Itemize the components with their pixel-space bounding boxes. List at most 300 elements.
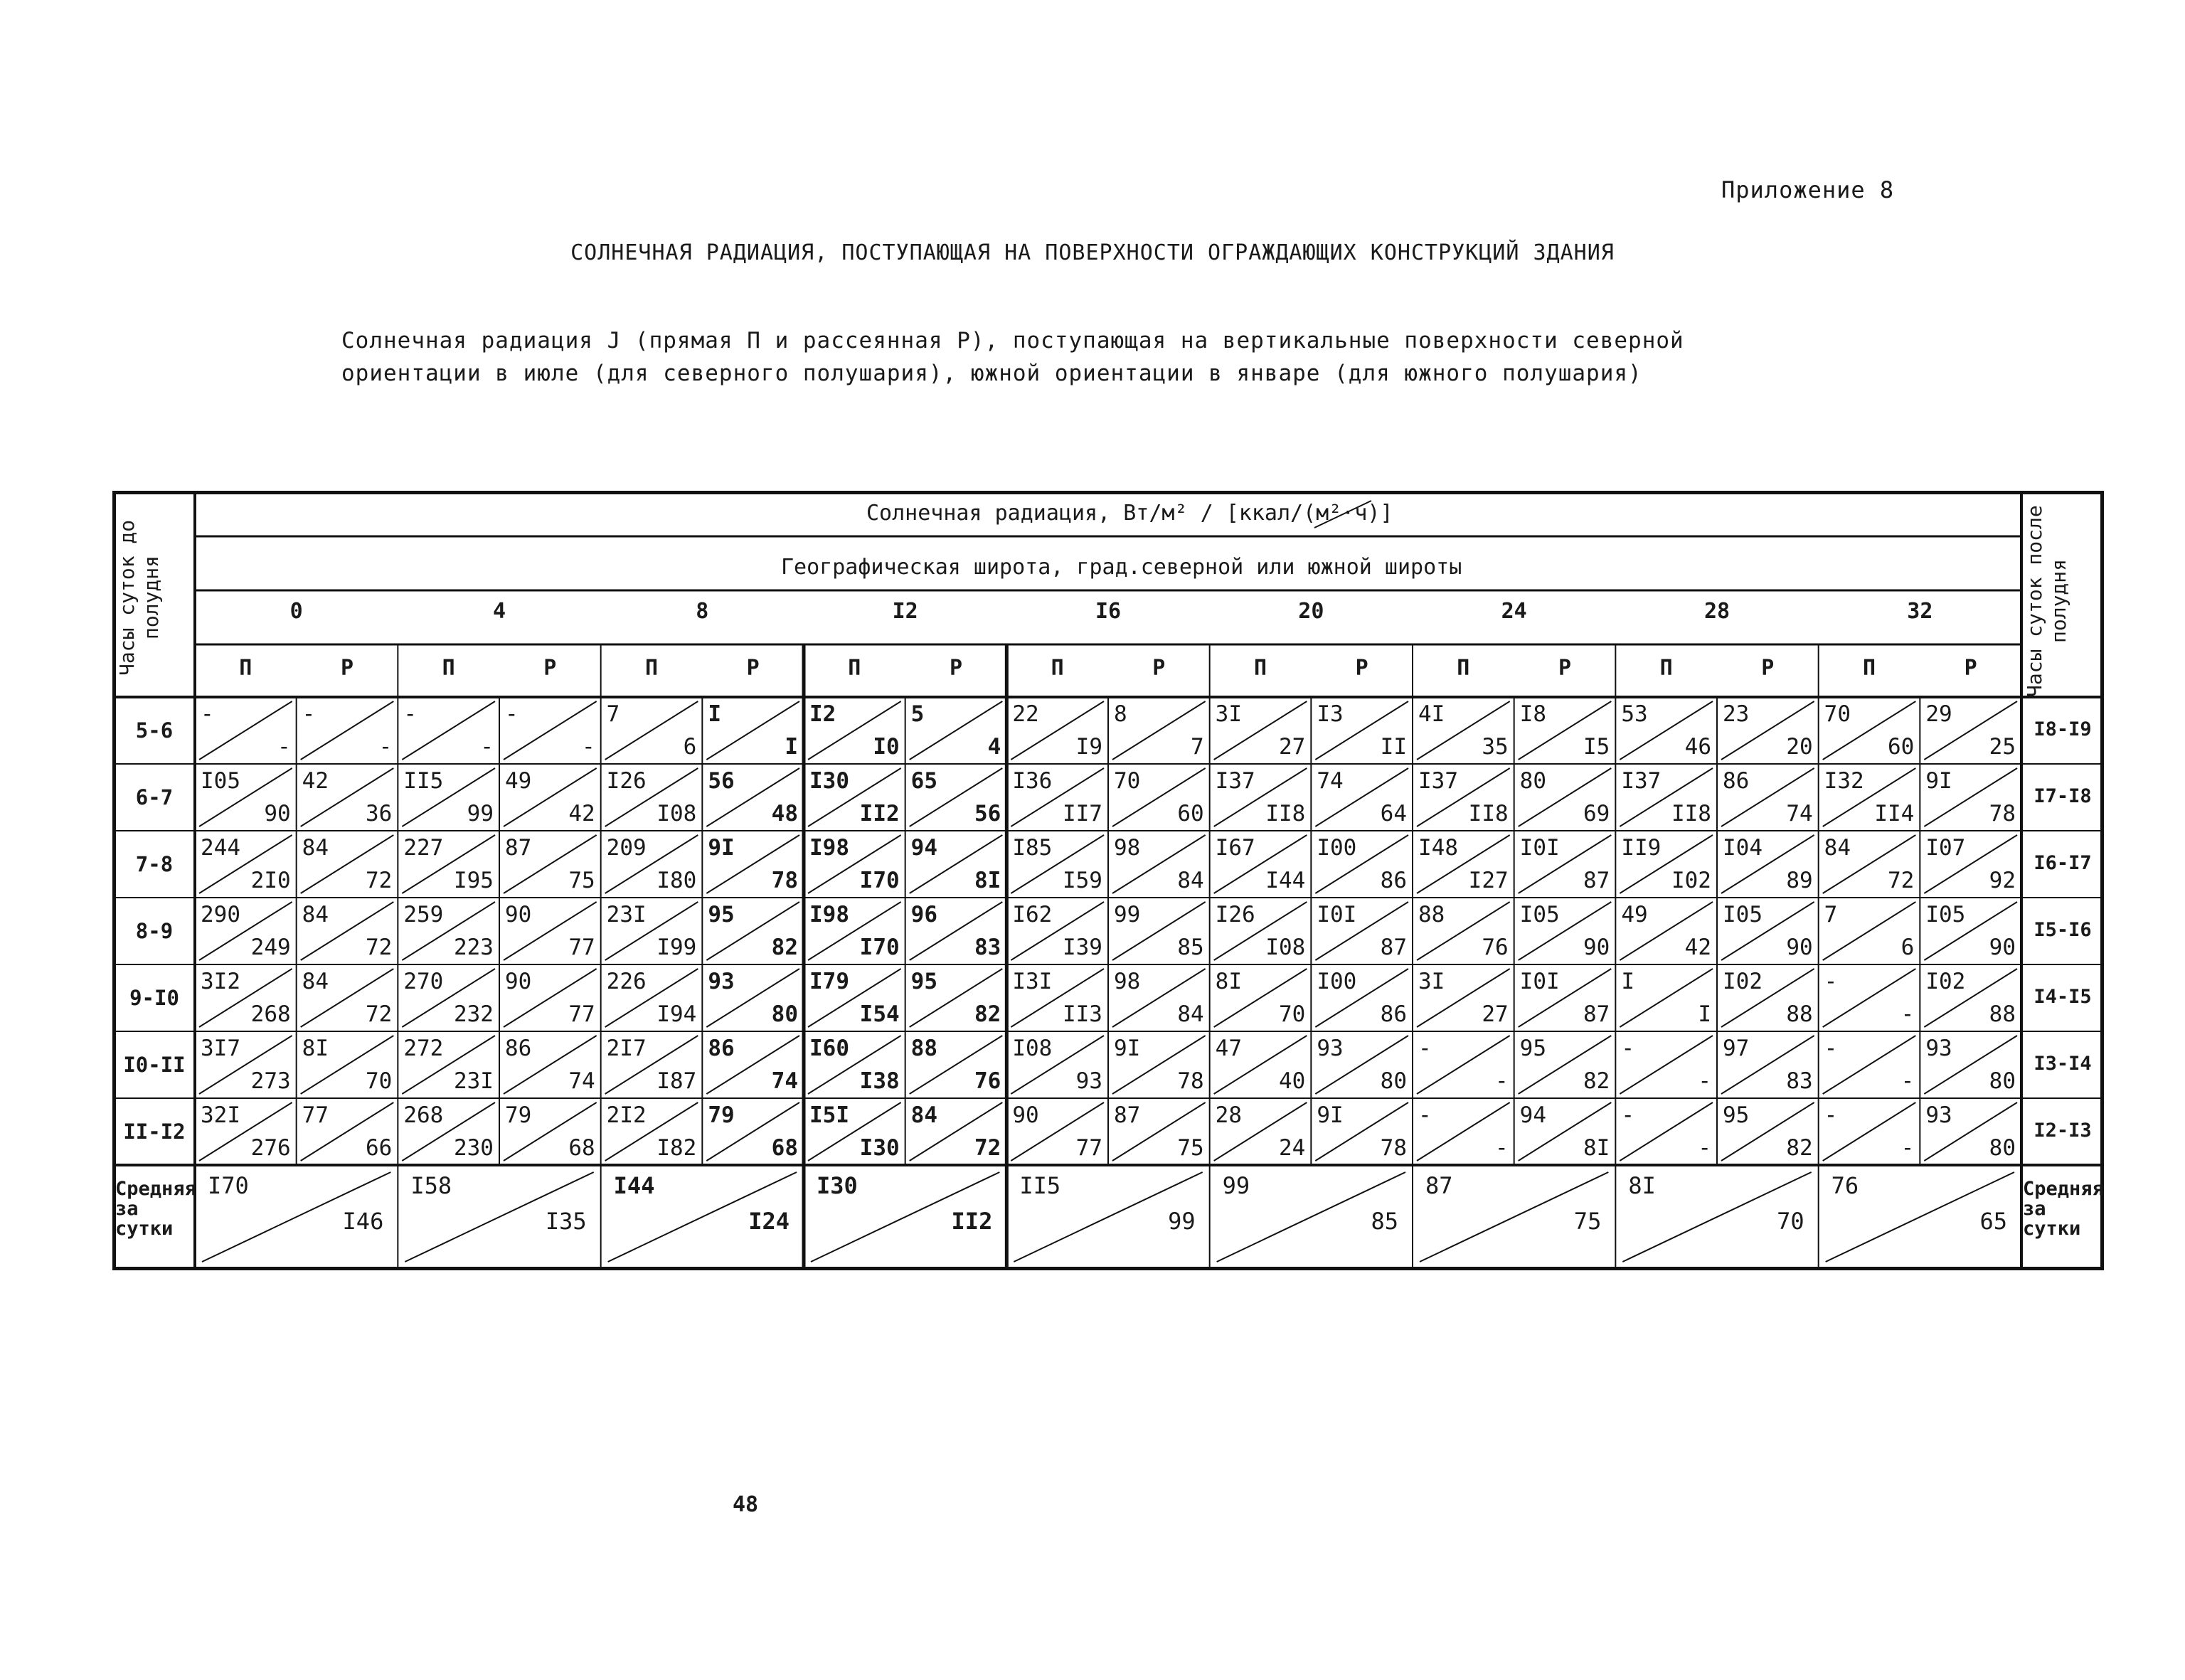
cell-value-wm2: 84 — [302, 902, 329, 927]
cell-value-wm2: 86 — [708, 1036, 735, 1061]
document-title: СОЛНЕЧНАЯ РАДИАЦИЯ, ПОСТУПАЮЩАЯ НА ПОВЕРХНОСТИ ОГРАЖДАЮЩИХ КОНСТРУКЦИЙ ЗДАНИЯ — [570, 240, 1615, 265]
hour-after-label: I6-I7 — [2034, 852, 2092, 874]
cell-value-wm2: 244 — [201, 835, 240, 861]
cell-value-kcal: I02 — [1671, 868, 1711, 893]
cell-value-kcal: 66 — [365, 1135, 393, 1161]
cell-value-kcal: 92 — [1989, 868, 2016, 893]
cell-value-kcal: I — [1698, 1001, 1711, 1027]
cell-value-kcal: I5 — [1583, 734, 1610, 760]
subcol-label-r: Р — [1152, 656, 1166, 681]
cell-value-wm2: 93 — [1925, 1036, 1952, 1061]
avg-value-wm2: 87 — [1425, 1172, 1453, 1199]
latitude-label: 0 — [289, 599, 303, 624]
cell-value-wm2: 70 — [1114, 768, 1141, 794]
cell-value-wm2: 90 — [505, 902, 532, 927]
cell-value-kcal: 82 — [1786, 1135, 1813, 1161]
cell-value-wm2: - — [1418, 1102, 1432, 1128]
cell-value-wm2: 79 — [505, 1102, 532, 1128]
cell-value-kcal: I08 — [1265, 935, 1306, 960]
cell-value-kcal: 6 — [683, 734, 697, 760]
cell-value-wm2: - — [1824, 1102, 1838, 1128]
cell-value-wm2: I04 — [1723, 835, 1763, 861]
cell-value-kcal: II4 — [1874, 801, 1915, 826]
cell-value-wm2: - — [302, 701, 316, 727]
cell-value-wm2: I0I — [1519, 835, 1560, 861]
avg-value-kcal: 75 — [1573, 1208, 1602, 1235]
cell-value-wm2: - — [505, 701, 519, 727]
hour-after-label: I4-I5 — [2034, 986, 2092, 1008]
cell-value-wm2: 93 — [708, 969, 735, 994]
page-number: 48 — [733, 1492, 759, 1517]
cell-value-wm2: I85 — [1012, 835, 1053, 861]
cell-value-wm2: 56 — [708, 768, 735, 794]
cell-value-kcal: II8 — [1671, 801, 1711, 826]
cell-value-kcal: II2 — [859, 801, 900, 826]
cell-value-wm2: 99 — [1114, 902, 1141, 927]
subcol-label-r: Р — [543, 656, 557, 681]
cell-value-wm2: 98 — [1114, 835, 1141, 861]
cell-value-wm2: 3I — [1215, 701, 1242, 727]
cell-value-wm2: I60 — [809, 1036, 849, 1061]
cell-value-kcal: I70 — [859, 868, 900, 893]
cell-value-wm2: 8I — [1215, 969, 1242, 994]
cell-value-kcal: 88 — [1989, 1001, 2016, 1027]
cell-value-wm2: I02 — [1925, 969, 1966, 994]
subcol-label-p: П — [1253, 656, 1267, 681]
cell-value-kcal: 8I — [974, 868, 1001, 893]
cell-value-wm2: 272 — [403, 1036, 444, 1061]
cell-value-wm2: - — [1621, 1036, 1634, 1061]
cell-value-wm2: 270 — [403, 969, 444, 994]
cell-value-kcal: 90 — [264, 801, 291, 826]
units-header: Солнечная радиация, Вт/м² / [ккал/(м²·ч)] — [866, 501, 1393, 526]
hour-before-label: I0-II — [123, 1053, 186, 1077]
hour-before-label: 5-6 — [135, 718, 174, 743]
intro-paragraph — [341, 324, 2048, 390]
cell-value-wm2: 9I — [1114, 1036, 1141, 1061]
cell-value-kcal: 74 — [771, 1068, 798, 1094]
cell-value-wm2: 93 — [1925, 1102, 1952, 1128]
left-column-header: Часы суток до полудня — [115, 519, 163, 676]
latitude-header: Географическая широта, град.северной или южной широты — [781, 555, 1462, 580]
cell-value-wm2: I36 — [1012, 768, 1053, 794]
cell-value-kcal: 230 — [453, 1135, 494, 1161]
cell-value-kcal: - — [1698, 1068, 1711, 1094]
cell-value-wm2: 3I7 — [201, 1036, 240, 1061]
hour-after-label: I2-I3 — [2034, 1120, 2092, 1142]
cell-value-wm2: 22 — [1012, 701, 1039, 727]
cell-value-kcal: 42 — [1684, 935, 1711, 960]
cell-value-wm2: - — [403, 701, 417, 727]
cell-value-wm2: 3I2 — [201, 969, 240, 994]
cell-value-kcal: 64 — [1380, 801, 1407, 826]
cell-value-wm2: I05 — [1925, 902, 1966, 927]
cell-value-kcal: 60 — [1177, 801, 1204, 826]
cell-value-kcal: 56 — [974, 801, 1001, 826]
subcol-label-r: Р — [1964, 656, 1977, 681]
cell-value-kcal: 74 — [568, 1068, 595, 1094]
latitude-label: 4 — [492, 599, 506, 624]
avg-value-kcal: I24 — [748, 1208, 790, 1235]
cell-value-wm2: 88 — [1418, 902, 1445, 927]
cell-value-wm2: I2 — [809, 701, 836, 727]
intro-line-1: Солнечная радиация J (прямая П и рассеянная Р), поступающая на вертикальные поверхности северной — [341, 328, 1684, 353]
subcol-label-p: П — [1862, 656, 1876, 681]
cell-value-kcal: 77 — [568, 1001, 595, 1027]
cell-value-wm2: I30 — [809, 768, 849, 794]
hour-after-label: I8-I9 — [2034, 718, 2092, 740]
cell-value-wm2: 98 — [1114, 969, 1141, 994]
cell-value-kcal: 74 — [1786, 801, 1813, 826]
cell-value-wm2: - — [1621, 1102, 1634, 1128]
cell-value-kcal: 25 — [1989, 734, 2016, 760]
cell-value-kcal: I30 — [859, 1135, 900, 1161]
cell-value-wm2: 90 — [505, 969, 532, 994]
cell-value-kcal: 273 — [250, 1068, 291, 1094]
cell-value-wm2: I98 — [809, 835, 849, 861]
cell-value-kcal: 75 — [1177, 1135, 1204, 1161]
cell-value-kcal: 86 — [1380, 1001, 1407, 1027]
cell-value-kcal: 268 — [250, 1001, 291, 1027]
cell-value-wm2: 49 — [1621, 902, 1648, 927]
subcol-label-p: П — [644, 656, 659, 681]
cell-value-kcal: - — [480, 734, 494, 760]
avg-value-kcal: 85 — [1371, 1208, 1398, 1235]
latitude-label: 28 — [1703, 599, 1731, 624]
cell-value-wm2: I00 — [1317, 969, 1357, 994]
cell-value-kcal: 276 — [250, 1135, 291, 1161]
cell-value-kcal: 88 — [1786, 1001, 1813, 1027]
cell-value-wm2: 9I — [1317, 1102, 1344, 1128]
avg-value-kcal: 99 — [1168, 1208, 1196, 1235]
avg-value-kcal: 65 — [1979, 1208, 2007, 1235]
cell-value-wm2: 95 — [708, 902, 735, 927]
cell-value-wm2: 97 — [1723, 1036, 1750, 1061]
avg-value-kcal: II2 — [951, 1208, 993, 1235]
cell-value-kcal: - — [1494, 1135, 1509, 1161]
cell-value-kcal: I94 — [656, 1001, 697, 1027]
cell-value-kcal: 23I — [453, 1068, 494, 1094]
latitude-label: 32 — [1907, 599, 1933, 624]
cell-value-kcal: I38 — [859, 1068, 900, 1094]
cell-value-wm2: - — [1824, 1036, 1838, 1061]
cell-value-kcal: 89 — [1786, 868, 1813, 893]
cell-value-wm2: 227 — [403, 835, 444, 861]
hour-after-label: I5-I6 — [2034, 919, 2092, 941]
cell-value-wm2: 42 — [302, 768, 329, 794]
cell-value-wm2: 95 — [1723, 1102, 1750, 1128]
cell-value-kcal: 70 — [1278, 1001, 1306, 1027]
cell-value-wm2: I37 — [1418, 768, 1458, 794]
cell-value-wm2: 53 — [1621, 701, 1648, 727]
cell-value-kcal: 83 — [1786, 1068, 1813, 1094]
cell-value-wm2: I79 — [809, 969, 849, 994]
cell-value-kcal: 6 — [1900, 935, 1915, 960]
cell-value-kcal: 27 — [1482, 1001, 1509, 1027]
cell-value-kcal: I82 — [656, 1135, 697, 1161]
latitude-label: 24 — [1501, 599, 1527, 624]
right-column-header: Часы суток после полудня — [2023, 505, 2070, 697]
cell-value-wm2: I3 — [1317, 701, 1344, 727]
cell-value-wm2: 32I — [201, 1102, 240, 1128]
subcol-label-r: Р — [949, 656, 963, 681]
cell-value-kcal: 77 — [568, 935, 595, 960]
cell-value-kcal: 72 — [365, 868, 393, 893]
solar-radiation-table — [112, 491, 2104, 1270]
latitude-label: I6 — [1095, 599, 1122, 624]
cell-value-wm2: I37 — [1215, 768, 1255, 794]
cell-value-wm2: I — [708, 701, 721, 727]
cell-value-kcal: 42 — [568, 801, 595, 826]
cell-value-kcal: 90 — [1583, 935, 1610, 960]
cell-value-kcal: 48 — [771, 801, 798, 826]
cell-value-kcal: I80 — [656, 868, 697, 893]
avg-value-kcal: I35 — [545, 1208, 587, 1235]
avg-value-kcal: I46 — [342, 1208, 384, 1235]
cell-value-kcal: II3 — [1062, 1001, 1102, 1027]
cell-value-wm2: 86 — [505, 1036, 532, 1061]
cell-value-kcal: - — [1698, 1135, 1711, 1161]
cell-value-kcal: 90 — [1989, 935, 2016, 960]
cell-value-wm2: - — [1418, 1036, 1432, 1061]
cell-value-wm2: 49 — [505, 768, 532, 794]
cell-value-wm2: 65 — [910, 768, 937, 794]
cell-value-kcal: 60 — [1887, 734, 1915, 760]
cell-value-wm2: I32 — [1824, 768, 1864, 794]
cell-value-wm2: I0I — [1317, 902, 1357, 927]
cell-value-wm2: II5 — [403, 768, 444, 794]
hour-before-label: 7-8 — [135, 852, 174, 876]
cell-value-wm2: I — [1621, 969, 1634, 994]
cell-value-wm2: 23 — [1723, 701, 1750, 727]
cell-value-wm2: 9I — [708, 835, 735, 861]
cell-value-wm2: 88 — [910, 1036, 937, 1061]
cell-value-wm2: 84 — [910, 1102, 937, 1128]
subcol-label-p: П — [1051, 656, 1064, 681]
cell-value-wm2: 95 — [910, 969, 937, 994]
cell-value-kcal: I54 — [859, 1001, 900, 1027]
hour-before-label: II-I2 — [123, 1120, 186, 1144]
cell-value-wm2: I05 — [201, 768, 240, 794]
avg-label-right: Средняя за сутки — [2023, 1178, 2104, 1240]
latitude-label: 8 — [696, 599, 709, 624]
cell-value-wm2: I08 — [1012, 1036, 1053, 1061]
cell-value-kcal: I27 — [1468, 868, 1509, 893]
cell-value-kcal: 68 — [568, 1135, 595, 1161]
cell-value-kcal: 35 — [1482, 734, 1509, 760]
cell-value-wm2: 5 — [910, 701, 925, 727]
cell-value-kcal: 223 — [453, 935, 494, 960]
cell-value-kcal: 84 — [1177, 1001, 1204, 1027]
cell-value-kcal: II — [1380, 734, 1407, 760]
cell-value-kcal: 77 — [1075, 1135, 1102, 1161]
cell-value-wm2: - — [1824, 969, 1838, 994]
cell-value-kcal: 76 — [1482, 935, 1509, 960]
cell-value-kcal: - — [1494, 1068, 1509, 1094]
intro-line-2: ориентации в июле (для северного полушария), южной ориентации в январе (для южного полушария) — [341, 361, 1642, 386]
cell-value-kcal: I87 — [656, 1068, 697, 1094]
cell-value-wm2: 290 — [201, 902, 240, 927]
cell-value-kcal: 69 — [1583, 801, 1610, 826]
cell-value-wm2: 74 — [1317, 768, 1344, 794]
cell-value-kcal: 72 — [1887, 868, 1915, 893]
cell-value-kcal: 75 — [568, 868, 595, 893]
cell-value-wm2: 8I — [302, 1036, 329, 1061]
cell-value-kcal: I99 — [656, 935, 697, 960]
avg-value-wm2: I30 — [817, 1172, 858, 1199]
cell-value-kcal: 40 — [1278, 1068, 1306, 1094]
cell-value-wm2: 23I — [606, 902, 647, 927]
cell-value-kcal: II8 — [1265, 801, 1306, 826]
cell-value-kcal: 72 — [365, 1001, 393, 1027]
cell-value-kcal: 84 — [1177, 868, 1204, 893]
avg-value-wm2: I44 — [613, 1172, 655, 1199]
cell-value-kcal: 78 — [771, 868, 798, 893]
hour-after-label: I3-I4 — [2034, 1053, 2092, 1075]
cell-value-kcal: 86 — [1380, 868, 1407, 893]
cell-value-wm2: 93 — [1317, 1036, 1344, 1061]
cell-value-kcal: II8 — [1468, 801, 1509, 826]
cell-value-wm2: 226 — [606, 969, 647, 994]
cell-value-kcal: - — [1900, 1135, 1915, 1161]
subcol-label-p: П — [1659, 656, 1673, 681]
cell-value-wm2: 28 — [1215, 1102, 1242, 1128]
cell-value-kcal: - — [581, 734, 595, 760]
cell-value-kcal: I44 — [1265, 868, 1306, 893]
cell-value-kcal: 99 — [467, 801, 494, 826]
avg-value-wm2: 8I — [1628, 1172, 1656, 1199]
latitude-label: I2 — [892, 599, 918, 624]
cell-value-wm2: 268 — [403, 1102, 444, 1128]
cell-value-kcal: 85 — [1177, 935, 1204, 960]
cell-value-kcal: II7 — [1062, 801, 1102, 826]
cell-value-kcal: I59 — [1062, 868, 1102, 893]
cell-value-kcal: 78 — [1177, 1068, 1204, 1094]
cell-value-kcal: 2I0 — [250, 868, 291, 893]
cell-value-wm2: 90 — [1012, 1102, 1039, 1128]
cell-value-wm2: 2I2 — [606, 1102, 647, 1128]
hour-before-label: 8-9 — [135, 919, 174, 943]
avg-value-wm2: 76 — [1831, 1172, 1859, 1199]
cell-value-wm2: 87 — [1114, 1102, 1141, 1128]
latitude-label: 20 — [1298, 599, 1324, 624]
cell-value-wm2: I8 — [1519, 701, 1546, 727]
cell-value-wm2: I0I — [1519, 969, 1560, 994]
cell-value-wm2: I26 — [1215, 902, 1255, 927]
cell-value-wm2: I3I — [1012, 969, 1053, 994]
subcol-label-r: Р — [1761, 656, 1775, 681]
avg-value-wm2: II5 — [1019, 1172, 1061, 1199]
cell-value-kcal: 80 — [1989, 1068, 2016, 1094]
appendix-label: Приложение 8 — [1721, 176, 1895, 203]
cell-value-wm2: 209 — [606, 835, 647, 861]
cell-value-kcal: 87 — [1380, 935, 1407, 960]
cell-value-kcal: 93 — [1075, 1068, 1102, 1094]
cell-value-kcal: I95 — [453, 868, 494, 893]
avg-label-left: Средняя за сутки — [115, 1178, 196, 1240]
cell-value-wm2: 70 — [1824, 701, 1851, 727]
cell-value-wm2: 84 — [302, 969, 329, 994]
cell-value-wm2: I02 — [1723, 969, 1763, 994]
cell-value-kcal: - — [378, 734, 393, 760]
cell-value-kcal: I9 — [1075, 734, 1102, 760]
cell-value-wm2: 47 — [1215, 1036, 1242, 1061]
cell-value-kcal: 46 — [1684, 734, 1711, 760]
cell-value-kcal: 87 — [1583, 868, 1610, 893]
cell-value-kcal: 8I — [1583, 1135, 1610, 1161]
cell-value-kcal: 80 — [1989, 1135, 2016, 1161]
cell-value-kcal: 70 — [365, 1068, 393, 1094]
cell-value-wm2: 94 — [910, 835, 937, 861]
cell-value-wm2: 79 — [708, 1102, 735, 1128]
cell-value-kcal: 72 — [974, 1135, 1001, 1161]
cell-value-wm2: 2I7 — [606, 1036, 647, 1061]
cell-value-wm2: 87 — [505, 835, 532, 861]
cell-value-wm2: 29 — [1925, 701, 1952, 727]
cell-value-wm2: I26 — [606, 768, 647, 794]
subcol-label-r: Р — [1558, 656, 1572, 681]
avg-value-wm2: 99 — [1222, 1172, 1250, 1199]
cell-value-kcal: 80 — [771, 1001, 798, 1027]
cell-value-wm2: 94 — [1519, 1102, 1546, 1128]
cell-value-kcal: I70 — [859, 935, 900, 960]
cell-value-wm2: I5I — [809, 1102, 849, 1128]
cell-value-kcal: - — [277, 734, 291, 760]
cell-value-wm2: II9 — [1621, 835, 1662, 861]
cell-value-wm2: I05 — [1723, 902, 1763, 927]
cell-value-kcal: 87 — [1583, 1001, 1610, 1027]
cell-value-kcal: 24 — [1278, 1135, 1306, 1161]
cell-value-kcal: I0 — [873, 734, 900, 760]
avg-value-wm2: I58 — [410, 1172, 452, 1199]
cell-value-kcal: 76 — [974, 1068, 1001, 1094]
avg-value-wm2: I70 — [208, 1172, 249, 1199]
avg-value-kcal: 70 — [1777, 1208, 1804, 1235]
cell-value-kcal: 90 — [1786, 935, 1813, 960]
cell-value-kcal: 20 — [1786, 734, 1813, 760]
cell-value-kcal: 36 — [365, 801, 393, 826]
cell-value-wm2: I62 — [1012, 902, 1053, 927]
cell-value-wm2: 259 — [403, 902, 444, 927]
cell-value-wm2: 84 — [1824, 835, 1851, 861]
cell-value-kcal: 4 — [987, 734, 1001, 760]
cell-value-kcal: I — [785, 734, 798, 760]
cell-value-wm2: I05 — [1519, 902, 1560, 927]
cell-value-wm2: I67 — [1215, 835, 1255, 861]
subcol-label-p: П — [848, 656, 861, 681]
cell-value-kcal: 82 — [1583, 1068, 1610, 1094]
cell-value-wm2: I98 — [809, 902, 849, 927]
cell-value-kcal: 68 — [771, 1135, 798, 1161]
cell-value-kcal: 80 — [1380, 1068, 1407, 1094]
cell-value-kcal: 7 — [1190, 734, 1204, 760]
cell-value-kcal: 83 — [974, 935, 1001, 960]
subcol-label-r: Р — [1355, 656, 1368, 681]
cell-value-wm2: 7 — [1824, 902, 1838, 927]
cell-value-kcal: - — [1900, 1001, 1915, 1027]
cell-value-kcal: - — [1900, 1068, 1915, 1094]
cell-value-wm2: 86 — [1723, 768, 1750, 794]
cell-value-wm2: 9I — [1925, 768, 1952, 794]
subcol-label-r: Р — [340, 656, 354, 681]
subcol-label-p: П — [1457, 656, 1470, 681]
cell-value-wm2: 4I — [1418, 701, 1445, 727]
cell-value-wm2: I00 — [1317, 835, 1357, 861]
subcol-label-r: Р — [746, 656, 760, 681]
cell-value-kcal: 78 — [1380, 1135, 1407, 1161]
cell-value-wm2: I07 — [1925, 835, 1966, 861]
cell-value-wm2: 84 — [302, 835, 329, 861]
